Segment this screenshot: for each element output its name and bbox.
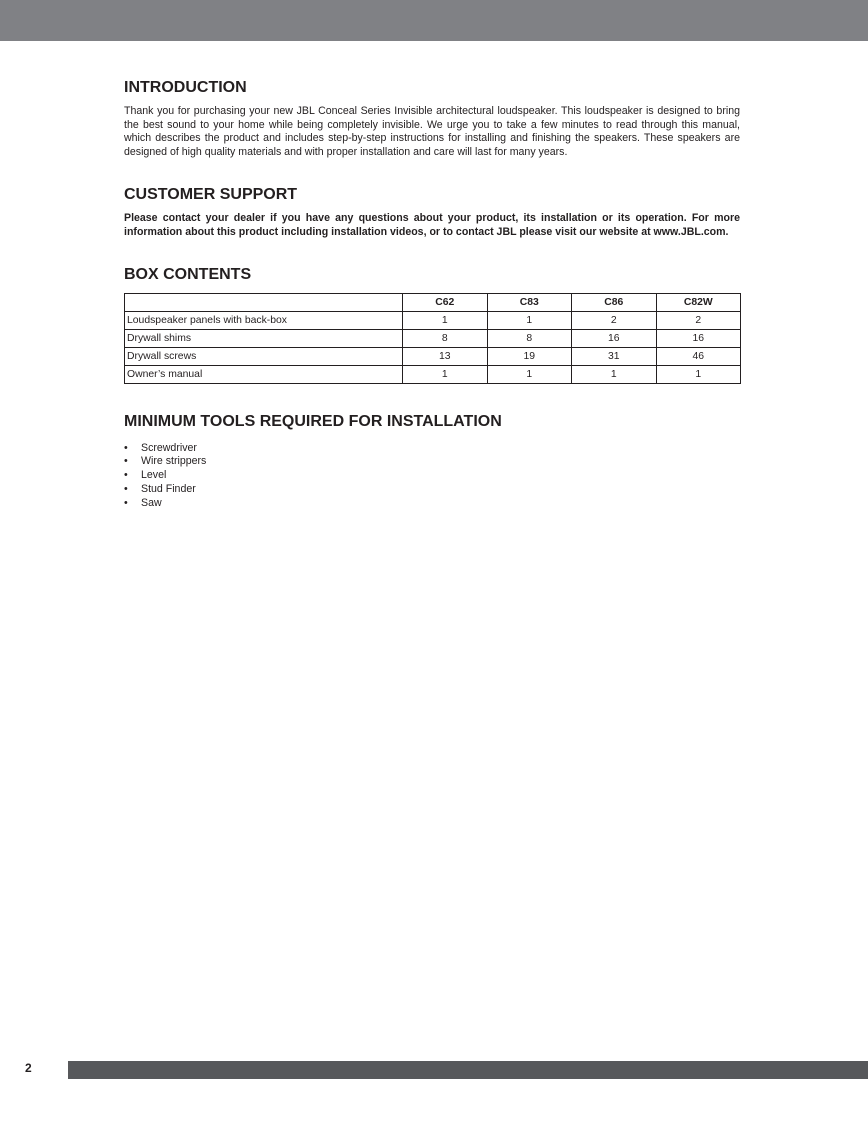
- tools-heading: MINIMUM TOOLS REQUIRED FOR INSTALLATION: [124, 412, 502, 430]
- table-row: [125, 365, 741, 383]
- tool-label: Level: [141, 469, 167, 482]
- list-item: [124, 497, 740, 511]
- box-contents-heading: BOX CONTENTS: [124, 265, 252, 283]
- list-item: [124, 469, 740, 483]
- table-cell: 31: [572, 347, 657, 365]
- table-row-label: Loudspeaker panels with back-box: [125, 311, 403, 329]
- table-row-label: Owner’s manual: [125, 365, 403, 383]
- table-cell: 1: [656, 365, 741, 383]
- list-item: [124, 455, 740, 469]
- introduction-paragraph: Thank you for purchasing your new JBL Conceal Series Invisible architectural loudspeaker. This loudspeaker is designed to bring the best sound to your home while being completely invisible. We urge you to take a few minutes to read through this manual, which describes the product and includes step-by-step instructions for installing and finishing the speakers. These speakers are designed of high quality materials and with proper installation and care will last for many years.: [124, 105, 740, 158]
- tool-label: Screwdriver: [141, 441, 197, 454]
- table-row: [125, 329, 741, 347]
- table-header-cell: [125, 293, 403, 311]
- table-cell: 1: [487, 365, 572, 383]
- table-header-cell: C62: [403, 293, 488, 311]
- customer-support-heading: CUSTOMER SUPPORT: [124, 186, 298, 204]
- table-row-label: Drywall shims: [125, 329, 403, 347]
- tools-list: [124, 442, 740, 512]
- bullet-icon: •: [124, 497, 128, 510]
- introduction-heading: INTRODUCTION: [124, 79, 247, 96]
- table-cell: 2: [572, 311, 657, 329]
- header-band: [0, 0, 868, 41]
- table-cell: 46: [656, 347, 741, 365]
- table-header-cell: C82W: [656, 293, 741, 311]
- customer-support-paragraph: Please contact your dealer if you have any questions about your product, its installation or its operation. For more information about this product including installation videos, or to contact JBL please visit our website at www.JBL.com.: [124, 212, 740, 238]
- footer-band: [68, 1061, 868, 1079]
- table-cell: 1: [487, 311, 572, 329]
- table-cell: 8: [403, 329, 488, 347]
- table-header-cell: C86: [572, 293, 657, 311]
- box-contents-table: [124, 293, 741, 384]
- list-item: [124, 483, 740, 497]
- table-cell: 16: [572, 329, 657, 347]
- bullet-icon: •: [124, 469, 128, 482]
- bullet-icon: •: [124, 483, 128, 496]
- bullet-icon: •: [124, 441, 128, 454]
- table-cell: 2: [656, 311, 741, 329]
- table-header-cell: C83: [487, 293, 572, 311]
- table-cell: 1: [572, 365, 657, 383]
- table-cell: 8: [487, 329, 572, 347]
- table-row: [125, 347, 741, 365]
- list-item: [124, 442, 740, 456]
- table-header-row: [125, 293, 741, 311]
- tool-label: Saw: [141, 497, 162, 510]
- table-cell: 19: [487, 347, 572, 365]
- table-row-label: Drywall screws: [125, 347, 403, 365]
- table-cell: 1: [403, 311, 488, 329]
- tool-label: Stud Finder: [141, 483, 196, 496]
- table-row: [125, 311, 741, 329]
- table-cell: 1: [403, 365, 488, 383]
- page-number: 2: [25, 1061, 32, 1075]
- table-cell: 13: [403, 347, 488, 365]
- tool-label: Wire strippers: [141, 455, 207, 468]
- table-cell: 16: [656, 329, 741, 347]
- page-content: [124, 78, 740, 511]
- bullet-icon: •: [124, 455, 128, 468]
